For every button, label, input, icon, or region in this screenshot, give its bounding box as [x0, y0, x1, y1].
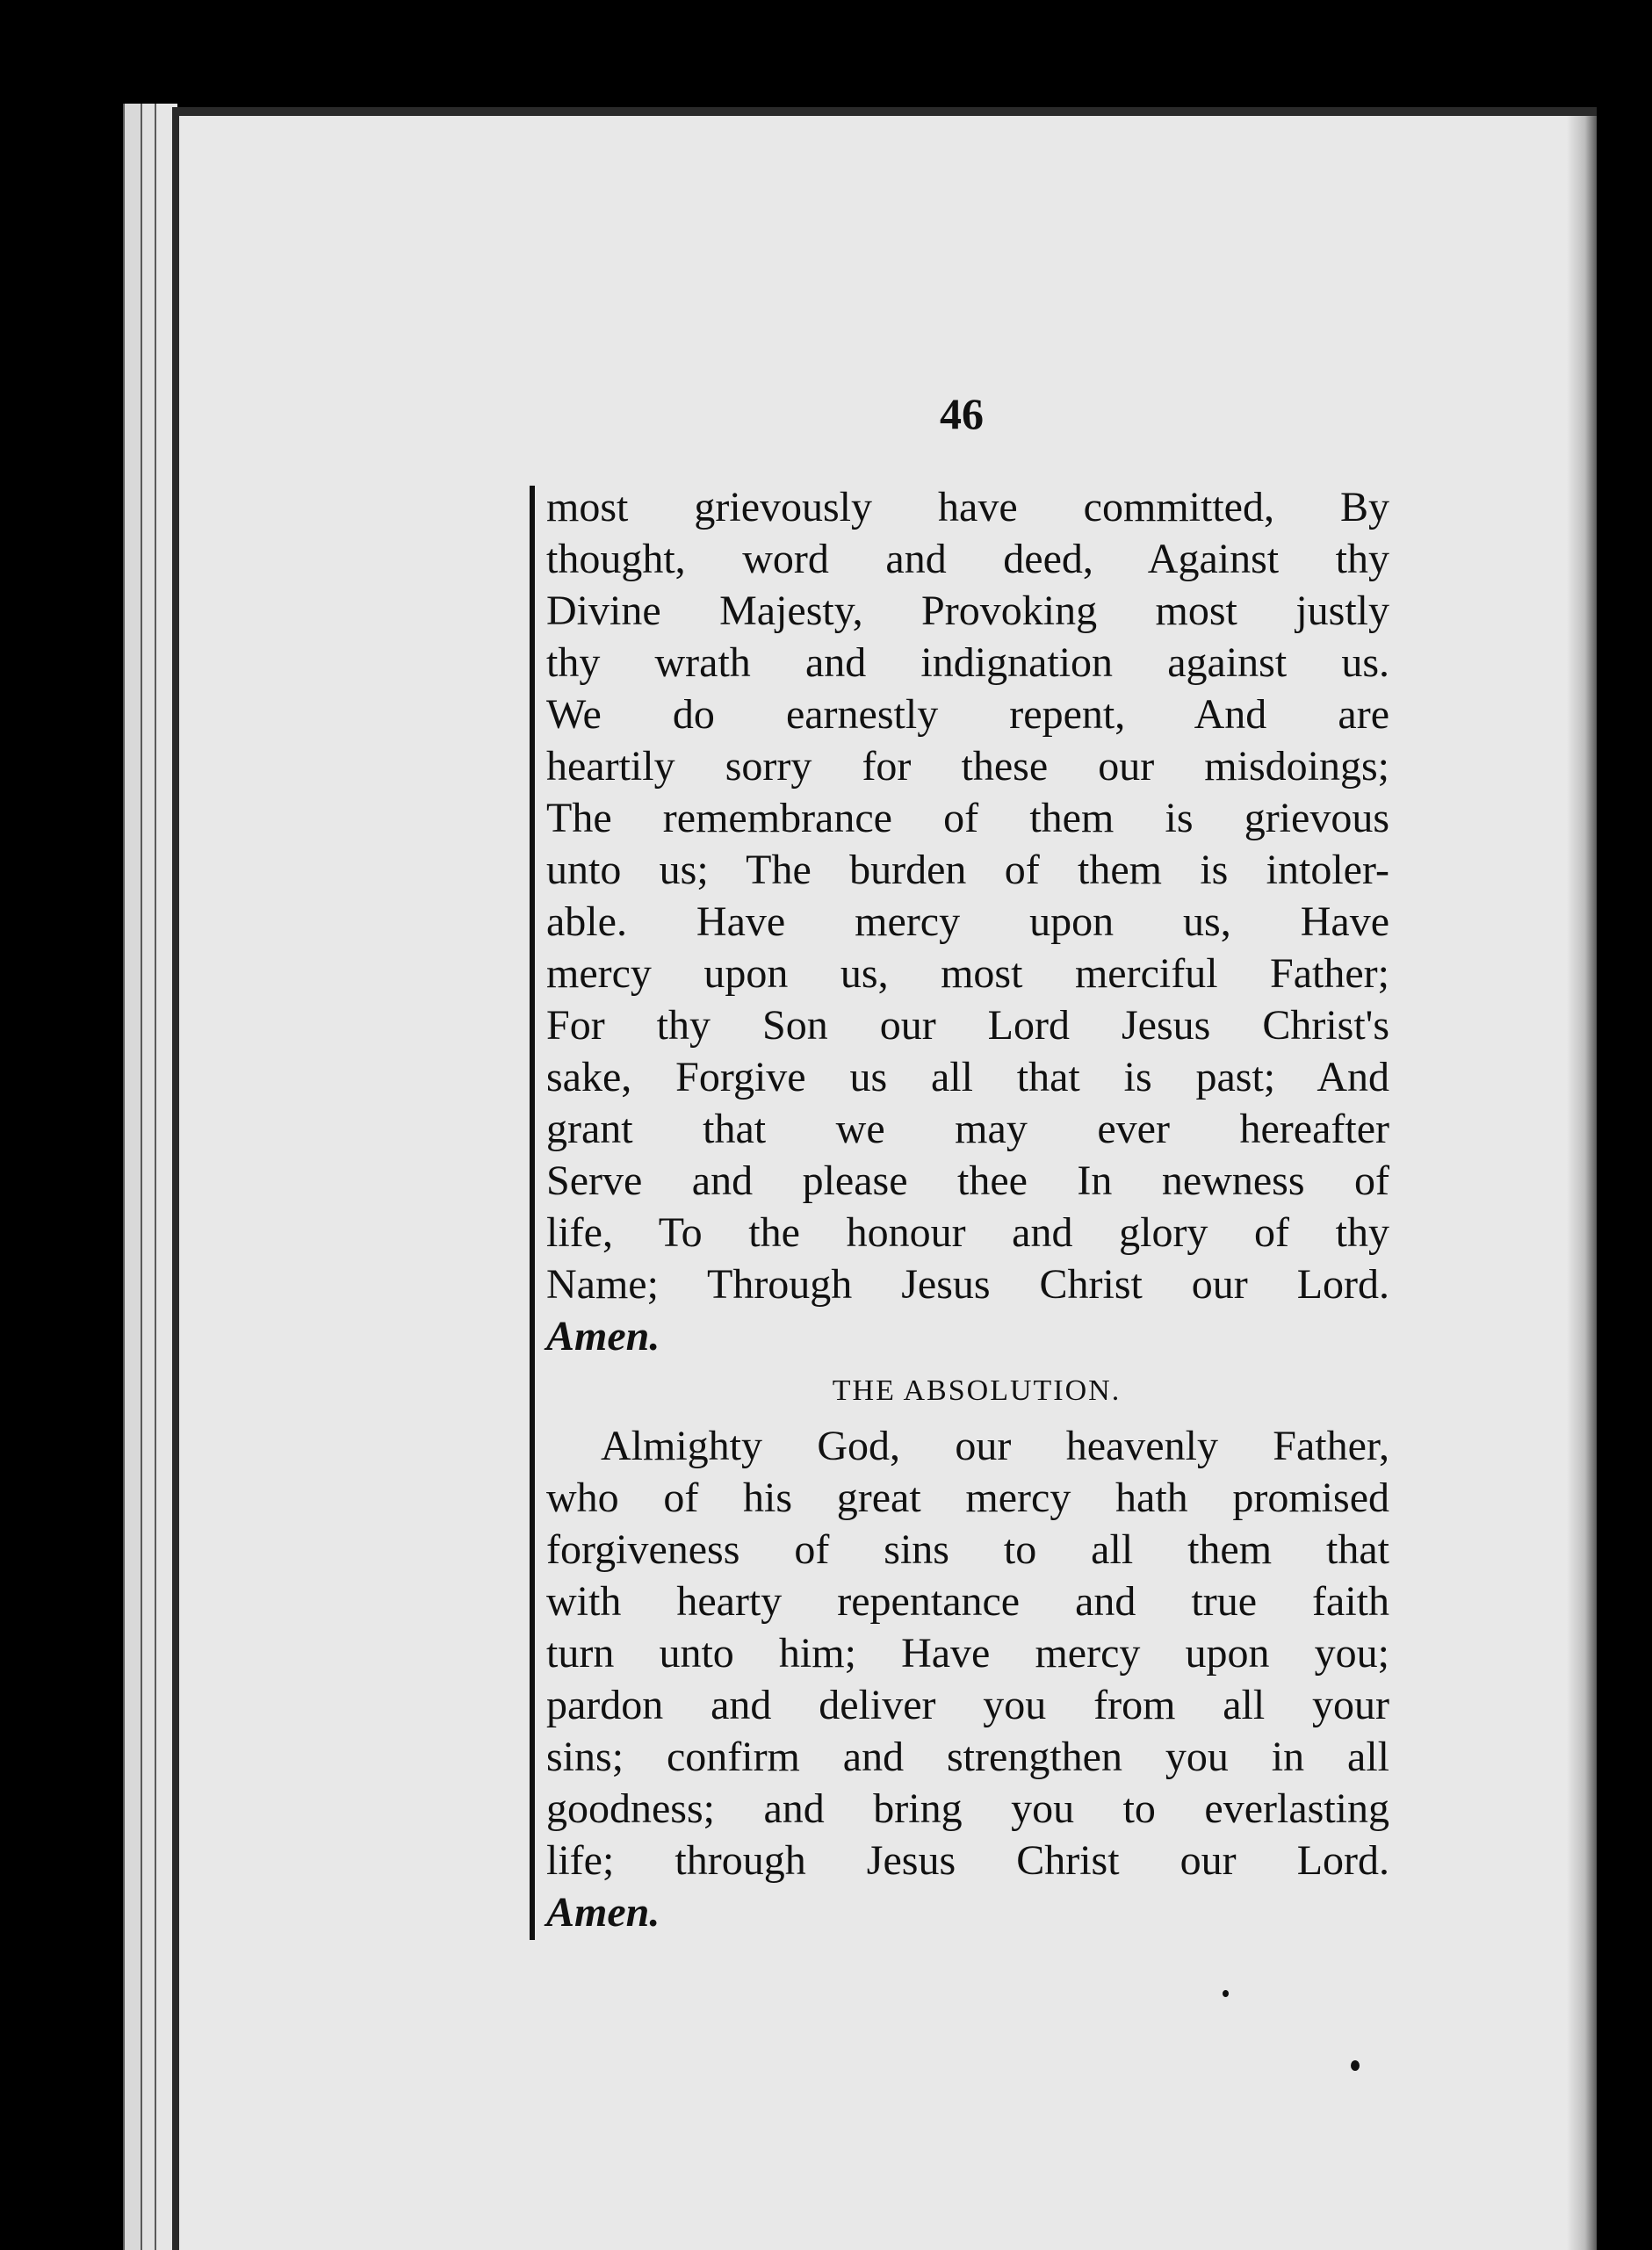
text-line: thought, word and deed, Against thy — [546, 536, 1389, 582]
amen: Amen. — [546, 1313, 660, 1359]
page-text — [546, 481, 1389, 1938]
text-line: with hearty repentance and true faith — [546, 1578, 1389, 1625]
text-line: mercy upon us, most merciful Father; — [546, 950, 1389, 997]
amen: Amen. — [546, 1889, 660, 1936]
text-line: Name; Through Jesus Christ our Lord. — [546, 1261, 1389, 1308]
margin-rule — [530, 486, 535, 1940]
page-gutter-shadow — [1567, 116, 1597, 2250]
text-line: who of his great mercy hath promised — [546, 1475, 1389, 1521]
text-line: turn unto him; Have mercy upon you; — [546, 1630, 1389, 1677]
text-line: unto us; The burden of them is intoler- — [546, 847, 1389, 893]
page-number: 46 — [940, 389, 984, 438]
text-line: forgiveness of sins to all them that — [546, 1526, 1389, 1573]
text-line: life, To the honour and glory of thy — [546, 1209, 1389, 1256]
text-line: most grievously have committed, By — [546, 484, 1389, 530]
ink-speck — [1223, 1990, 1229, 1997]
text-line: For thy Son our Lord Jesus Christ's — [546, 1002, 1389, 1049]
text-line: The remembrance of them is grievous — [546, 795, 1389, 841]
text-line: Almighty God, our heavenly Father, — [601, 1423, 1389, 1469]
text-line: pardon and deliver you from all your — [546, 1682, 1389, 1728]
text-line: Divine Majesty, Provoking most justly — [546, 588, 1389, 634]
text-line: life; through Jesus Christ our Lord. — [546, 1837, 1389, 1884]
text-line: Serve and please thee In newness of — [546, 1157, 1389, 1204]
text-line: goodness; and bring you to everlasting — [546, 1785, 1389, 1832]
text-line: thy wrath and indignation against us. — [546, 639, 1389, 686]
text-line: sins; confirm and strengthen you in all — [546, 1734, 1389, 1780]
text-line: We do earnestly repent, And are — [546, 691, 1389, 738]
section-heading: THE ABSOLUTION. — [832, 1374, 1122, 1407]
ink-speck — [1351, 2060, 1360, 2071]
text-line: sake, Forgive us all that is past; And — [546, 1054, 1389, 1100]
text-line: grant that we may ever hereafter — [546, 1106, 1389, 1152]
text-line: able. Have mercy upon us, Have — [546, 898, 1389, 945]
text-line: heartily sorry for these our misdoings; — [546, 743, 1389, 790]
